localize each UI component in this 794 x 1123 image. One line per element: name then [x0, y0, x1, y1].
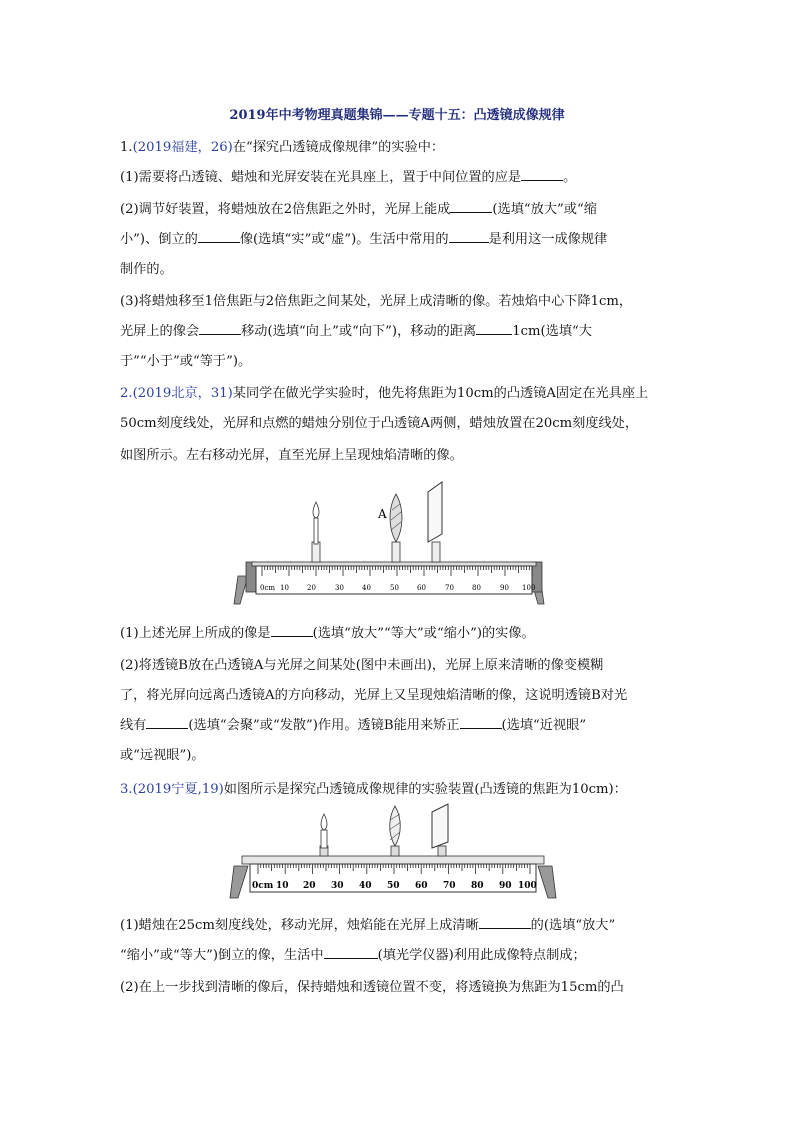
- q2-part2-text-b: 了，将光屏向远离凸透镜A的方向移动，光屏上又呈现烛焰清晰的像，这说明透镜B对光: [120, 688, 628, 703]
- q2-stem-line3: [120, 442, 680, 470]
- ruler-label: 0cm: [252, 881, 274, 891]
- q1-number: 1.: [120, 140, 133, 155]
- q1-part1-text: (1)需要将凸透镜、蜡烛和光屏安装在光具座上，置于中间位置的应是: [120, 170, 522, 185]
- ruler-label: 50: [387, 881, 400, 891]
- bench-leg-right: [538, 866, 556, 898]
- flame-icon: [321, 814, 327, 830]
- q1-part1-end: 。: [563, 170, 577, 185]
- q3-source: (2019宁夏,19): [132, 782, 224, 797]
- q1-part2-text-f: 制作的。: [120, 262, 173, 277]
- ruler-label: 70: [443, 881, 456, 891]
- light-screen: [432, 804, 448, 856]
- q2-stem-text-b: 50cm刻度线处，光屏和点燃的蜡烛分别位于凸透镜A两侧，蜡烛放置在20cm刻度线处，: [120, 416, 639, 431]
- q2-part1-text-a: (1)上述光屏上所成的像是: [120, 626, 271, 641]
- q1-part3-line2: [120, 318, 680, 346]
- q2-part2-line2: [120, 682, 680, 710]
- q1-part3-text-c: 移动(选填“向上”或“向下”)，移动的距离: [241, 324, 477, 339]
- ruler-label: 80: [471, 881, 484, 891]
- q2-part2-text-e: (选填“近视眼”: [501, 718, 587, 733]
- bench-leg-left: [230, 866, 248, 898]
- ruler-label: 80: [472, 584, 481, 592]
- q1-part3-text-d: 1cm(选填“大: [512, 324, 592, 339]
- q1-part2-text-b: (选填“放大”或“缩: [492, 202, 597, 217]
- q2-stem-line1: [120, 380, 680, 408]
- ruler-label: 90: [499, 881, 512, 891]
- q1-stem: [120, 134, 680, 162]
- q1-part3-text-a: (3)将蜡烛移至1倍焦距与2倍焦距之间某处，光屏上成清晰的像。若烛焰中心下降1cm，: [120, 294, 633, 309]
- q1-source: (2019福建，26): [132, 140, 233, 155]
- ruler-label: 30: [331, 881, 344, 891]
- q1-part2-line3: [120, 256, 680, 284]
- answer-blank[interactable]: [324, 944, 378, 959]
- convex-lens-a: [390, 494, 402, 562]
- q1-part3-line1: [120, 288, 680, 316]
- q3-part2: [120, 974, 680, 1002]
- q2-stem-text-c: 如图所示。左右移动光屏，直至光屏上呈现烛焰清晰的像。: [120, 448, 463, 463]
- q3-stem-text: 如图所示是探究凸透镜成像规律的实验装置(凸透镜的焦距为10cm)：: [223, 782, 627, 797]
- bench-end-left: [246, 562, 256, 592]
- q2-part1: [120, 620, 680, 648]
- q3-part1-text-d: (填光学仪器)利用此成像特点制成；: [377, 948, 586, 963]
- q2-stem-text-a: 某同学在做光学实验时，他先将焦距为10cm的凸透镜A固定在光具座上: [232, 386, 649, 401]
- answer-blank[interactable]: [479, 914, 531, 929]
- ruler-label: 30: [335, 584, 344, 592]
- ruler-label: 100: [518, 881, 537, 891]
- q2-number: 2.: [120, 386, 133, 401]
- q2-part2-text-f: 或“远视眼”)。: [120, 748, 205, 763]
- q1-part2-text-a: (2)调节好装置，将蜡烛放在2倍焦距之外时，光屏上能成: [120, 202, 451, 217]
- ruler-label: 20: [307, 584, 316, 592]
- ruler-label: 100: [522, 584, 536, 592]
- answer-blank[interactable]: [521, 166, 563, 181]
- ruler-label: 20: [303, 881, 316, 891]
- q3-part1-text-c: “缩小”或“等大”)倒立的像，生活中: [120, 948, 324, 963]
- q2-part2-text-d: (选填“会聚”或“发散”)作用。透镜B能用来矫正: [188, 718, 460, 733]
- ruler-label: 70: [445, 584, 454, 592]
- q2-part1-text-b: (选填“放大”“等大”或“缩小”)的实像。: [312, 626, 535, 641]
- q1-part2-line1: [120, 196, 680, 224]
- bench-rail: [242, 856, 544, 864]
- ruler-label: 60: [417, 584, 426, 592]
- answer-blank[interactable]: [450, 198, 492, 213]
- q3-part1-line2: [120, 942, 680, 970]
- answer-blank[interactable]: [199, 320, 241, 335]
- answer-blank[interactable]: [146, 714, 188, 729]
- q2-part2-line4: [120, 742, 680, 770]
- lens-label: A: [378, 507, 387, 521]
- q1-part2-text-e: 是利用这一成像规律: [488, 232, 608, 247]
- ruler-label: 10: [280, 584, 289, 592]
- bench-rail: [252, 562, 536, 566]
- candle: [320, 814, 328, 856]
- q1-part3-text-b: 光屏上的像会: [120, 324, 200, 339]
- flame-icon: [313, 502, 319, 518]
- page-title: 2019年中考物理真题集锦——专题十五：凸透镜成像规律: [229, 108, 565, 123]
- light-screen: [428, 482, 442, 562]
- candle: [312, 502, 320, 562]
- q1-part3-line3: [120, 348, 680, 376]
- q1-part1: [120, 164, 680, 192]
- ruler-label: 0cm: [260, 584, 276, 592]
- q1-part2-line2: [120, 226, 680, 254]
- q2-source: (2019北京，31): [132, 386, 233, 401]
- ruler-label: 50: [390, 584, 399, 592]
- ruler-label: 90: [500, 584, 509, 592]
- answer-blank[interactable]: [460, 714, 502, 729]
- q1-part2-text-c: 小”)、倒立的: [120, 232, 198, 247]
- answer-blank[interactable]: [476, 320, 512, 335]
- q3-part1-text-a: (1)蜡烛在25cm刻度线处，移动光屏，烛焰能在光屏上成清晰: [120, 918, 479, 933]
- convex-lens: [389, 806, 401, 856]
- optical-bench-figure-q3: [228, 802, 558, 906]
- q3-part1-text-b: 的(选填“放大”: [530, 918, 616, 933]
- answer-blank[interactable]: [271, 622, 313, 637]
- optical-bench-figure-q2: [232, 480, 546, 610]
- ruler-label: 60: [415, 881, 428, 891]
- ruler-label: 40: [359, 881, 372, 891]
- q3-number: 3.: [120, 782, 133, 797]
- q2-part2-line3: [120, 712, 680, 740]
- q3-part1-line1: [120, 912, 680, 940]
- ruler-label: 40: [362, 584, 371, 592]
- q1-stem-text: 在“探究凸透镜成像规律”的实验中：: [232, 140, 445, 155]
- q2-part2-line1: [120, 652, 680, 680]
- q3-stem: [120, 776, 680, 804]
- q1-part3-text-e: 于”“小于”或“等于”)。: [120, 354, 252, 369]
- answer-blank[interactable]: [198, 228, 240, 243]
- answer-blank[interactable]: [449, 228, 489, 243]
- q2-stem-line2: [120, 410, 680, 438]
- q1-part2-text-d: 像(选填“实”或“虚”)。生活中常用的: [239, 232, 449, 247]
- ruler-label: 10: [276, 881, 289, 891]
- q2-part2-text-c: 线有: [120, 718, 147, 733]
- q2-part2-text-a: (2)将透镜B放在凸透镜A与光屏之间某处(图中未画出)，光屏上原来清晰的像变模糊: [120, 658, 604, 673]
- q3-part2-text: (2)在上一步找到清晰的像后，保持蜡烛和透镜位置不变，将透镜换为焦距为15cm的凸: [120, 980, 624, 995]
